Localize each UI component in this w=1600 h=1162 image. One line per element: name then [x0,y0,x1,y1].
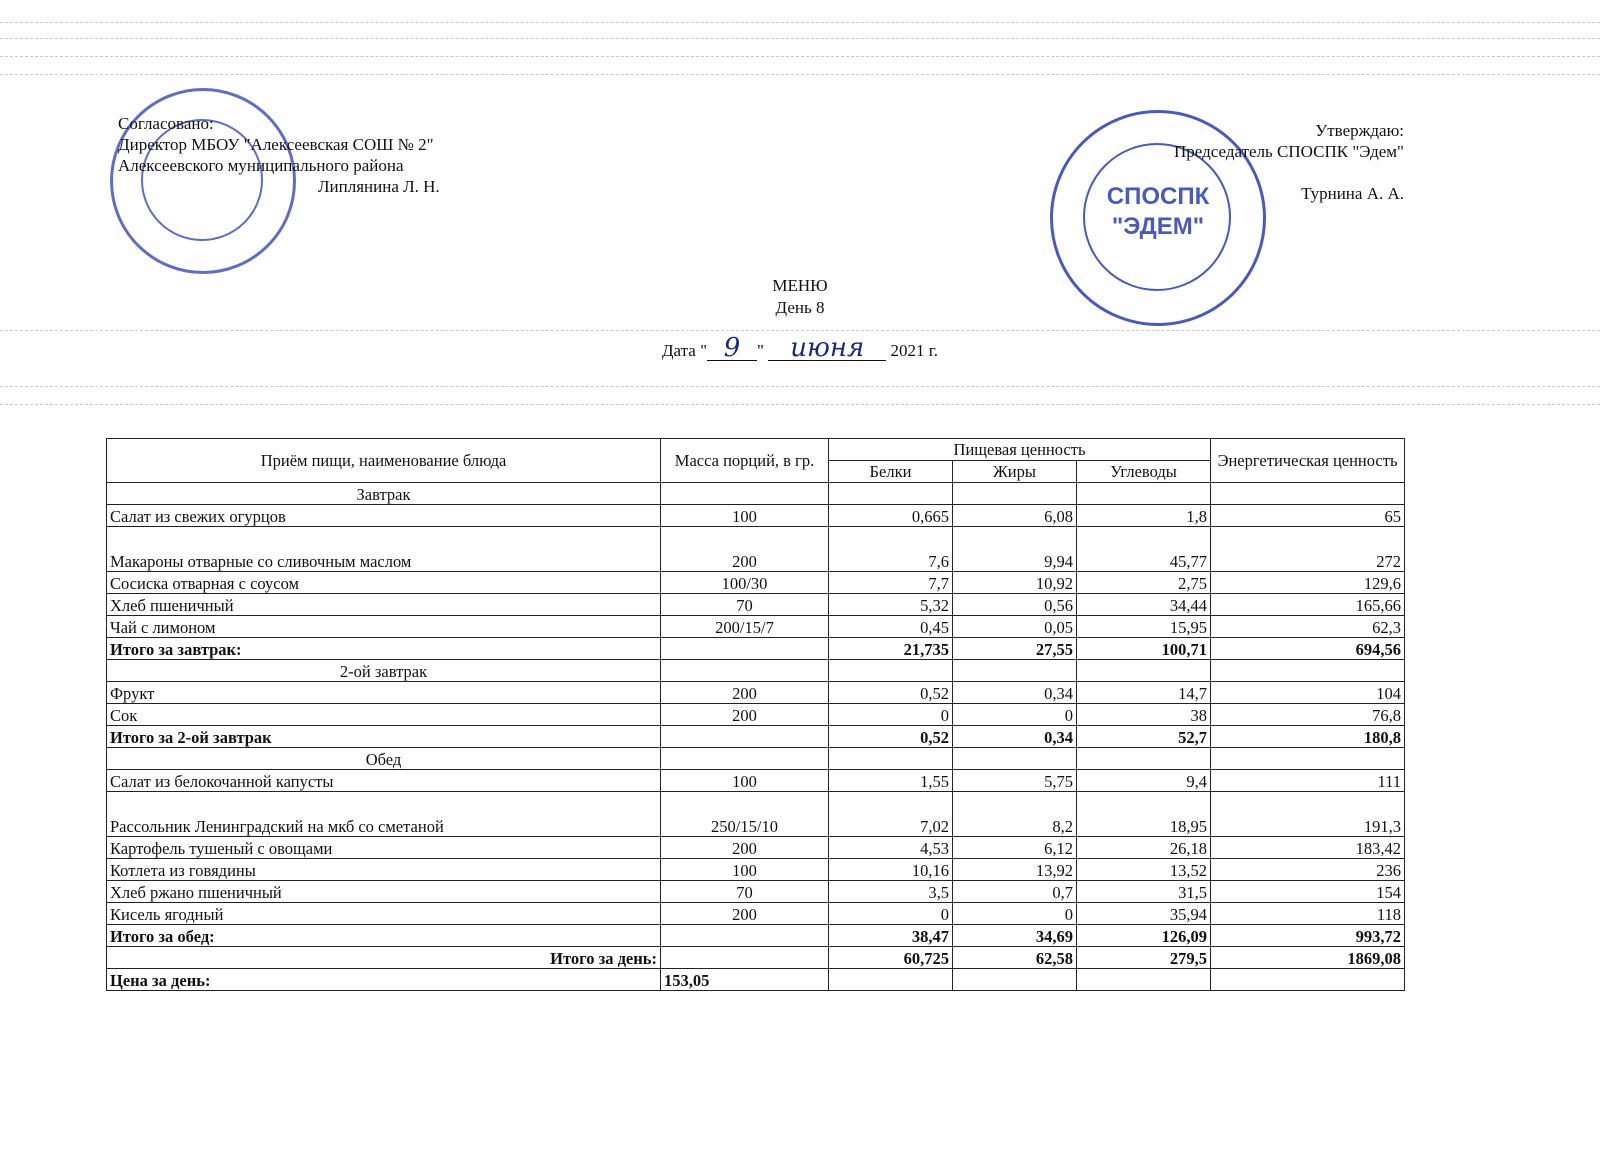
header-energy: Энергетическая ценность [1211,439,1405,483]
dish-name: Кисель ягодный [107,903,661,925]
dish-name: Хлеб пшеничный [107,594,661,616]
total-row-lunch [107,925,1405,947]
dish-carbs: 18,95 [1077,792,1211,837]
approval-right-block [1174,120,1404,204]
dish-energy: 62,3 [1211,616,1405,638]
approval-left-line2: Алексеевского муниципального района [118,156,404,175]
approval-left-line1: Директор МБОУ "Алексеевская СОШ № 2" [118,135,434,154]
approval-right-line1: Председатель СПОСПК "Эдем" [1174,142,1404,161]
price-value: 153,05 [661,969,829,991]
section-row [107,748,1405,770]
right-seal-text-1: СПОСПК [1106,183,1210,210]
dish-name: Сосиска отварная с соусом [107,572,661,594]
total-row-breakfast [107,638,1405,660]
dish-carbs: 45,77 [1077,527,1211,572]
header-carbs: Углеводы [1077,461,1211,483]
dish-fat: 13,92 [953,859,1077,881]
dish-protein: 4,53 [829,837,953,859]
section-title-second-breakfast: 2-ой завтрак [107,660,661,682]
total-label: Итого за завтрак: [107,638,661,660]
dish-mass: 200 [661,527,829,572]
total-energy: 694,56 [1211,638,1405,660]
dish-carbs: 38 [1077,704,1211,726]
scan-line [0,404,1600,405]
right-seal-text-2: "ЭДЕМ" [1111,213,1205,240]
dish-energy: 236 [1211,859,1405,881]
dish-fat: 0,34 [953,682,1077,704]
header-mass: Масса порций, в гр. [661,439,829,483]
table-row [107,527,1405,572]
dish-name: Хлеб ржано пшеничный [107,881,661,903]
dish-fat: 9,94 [953,527,1077,572]
dish-fat: 6,12 [953,837,1077,859]
dish-protein: 3,5 [829,881,953,903]
price-label: Цена за день: [107,969,661,991]
total-protein: 21,735 [829,638,953,660]
dish-carbs: 15,95 [1077,616,1211,638]
dish-energy: 65 [1211,505,1405,527]
table-row [107,903,1405,925]
dish-fat: 5,75 [953,770,1077,792]
dish-protein: 0 [829,903,953,925]
dish-energy: 272 [1211,527,1405,572]
total-carbs: 100,71 [1077,638,1211,660]
scan-line [0,386,1600,387]
dish-energy: 129,6 [1211,572,1405,594]
dish-energy: 118 [1211,903,1405,925]
dish-fat: 0 [953,903,1077,925]
dish-carbs: 31,5 [1077,881,1211,903]
dish-energy: 191,3 [1211,792,1405,837]
date-month-handwritten: июня [768,336,886,361]
dish-carbs: 1,8 [1077,505,1211,527]
total-label: Итого за обед: [107,925,661,947]
date-day-handwritten: 9 [707,336,757,361]
dish-carbs: 35,94 [1077,903,1211,925]
day-label: День 8 [775,298,825,317]
dish-protein: 7,7 [829,572,953,594]
header-fat: Жиры [953,461,1077,483]
table-row [107,572,1405,594]
scan-line [0,74,1600,75]
dish-mass: 100 [661,505,829,527]
date-line [0,333,1600,363]
dish-fat: 0,7 [953,881,1077,903]
dish-energy: 183,42 [1211,837,1405,859]
total-carbs: 52,7 [1077,726,1211,748]
total-protein: 38,47 [829,925,953,947]
dish-energy: 76,8 [1211,704,1405,726]
dish-protein: 1,55 [829,770,953,792]
dish-carbs: 34,44 [1077,594,1211,616]
dish-carbs: 13,52 [1077,859,1211,881]
table-row [107,859,1405,881]
table-row [107,837,1405,859]
dish-mass: 100 [661,770,829,792]
scan-line [0,22,1600,23]
table-row [107,881,1405,903]
dish-carbs: 26,18 [1077,837,1211,859]
total-fat: 0,34 [953,726,1077,748]
header-meal: Приём пищи, наименование блюда [107,439,661,483]
dish-protein: 0,665 [829,505,953,527]
total-carbs: 126,09 [1077,925,1211,947]
dish-name: Рассольник Ленинградский на мкб со сметаной [107,792,661,837]
table-row [107,682,1405,704]
day-total-label: Итого за день: [107,947,661,969]
dish-energy: 104 [1211,682,1405,704]
dish-mass: 100 [661,859,829,881]
dish-carbs: 9,4 [1077,770,1211,792]
header-protein: Белки [829,461,953,483]
total-protein: 0,52 [829,726,953,748]
dish-protein: 5,32 [829,594,953,616]
dish-mass: 200 [661,837,829,859]
dish-fat: 0,05 [953,616,1077,638]
dish-mass: 200 [661,682,829,704]
dish-protein: 0,45 [829,616,953,638]
dish-fat: 8,2 [953,792,1077,837]
date-prefix: Дата " [661,341,708,360]
scan-line [0,38,1600,39]
menu-table [106,438,1405,991]
page-title: МЕНЮ [772,276,828,295]
table-row [107,792,1405,837]
total-fat: 27,55 [953,638,1077,660]
dish-protein: 0 [829,704,953,726]
dish-mass: 200/15/7 [661,616,829,638]
approval-right-label: Утверждаю: [1315,121,1404,140]
dish-fat: 6,08 [953,505,1077,527]
section-title-breakfast: Завтрак [107,483,661,505]
total-fat: 34,69 [953,925,1077,947]
total-energy: 180,8 [1211,726,1405,748]
total-row-day [107,947,1405,969]
dish-name: Макароны отварные со сливочным маслом [107,527,661,572]
section-title-lunch: Обед [107,748,661,770]
dish-fat: 10,92 [953,572,1077,594]
dish-carbs: 14,7 [1077,682,1211,704]
total-label: Итого за 2-ой завтрак [107,726,661,748]
dish-protein: 7,02 [829,792,953,837]
dish-name: Чай с лимоном [107,616,661,638]
total-row-second-breakfast [107,726,1405,748]
table-row [107,505,1405,527]
dish-energy: 111 [1211,770,1405,792]
day-total-carbs: 279,5 [1077,947,1211,969]
header-nutrition: Пищевая ценность [829,439,1211,461]
table-row [107,770,1405,792]
dish-name: Фрукт [107,682,661,704]
dish-energy: 154 [1211,881,1405,903]
dish-energy: 165,66 [1211,594,1405,616]
dish-fat: 0 [953,704,1077,726]
dish-mass: 250/15/10 [661,792,829,837]
dish-name: Салат из белокочанной капусты [107,770,661,792]
approval-left-block [118,113,440,197]
dish-protein: 10,16 [829,859,953,881]
dish-name: Картофель тушеный с овощами [107,837,661,859]
approval-right-signatory: Турнина А. А. [1301,184,1404,203]
day-total-fat: 62,58 [953,947,1077,969]
day-total-protein: 60,725 [829,947,953,969]
section-row [107,483,1405,505]
scan-line [0,330,1600,331]
dish-carbs: 2,75 [1077,572,1211,594]
section-row [107,660,1405,682]
price-row [107,969,1405,991]
dish-name: Салат из свежих огурцов [107,505,661,527]
dish-mass: 70 [661,594,829,616]
dish-mass: 200 [661,903,829,925]
dish-name: Сок [107,704,661,726]
total-energy: 993,72 [1211,925,1405,947]
day-total-energy: 1869,08 [1211,947,1405,969]
dish-protein: 7,6 [829,527,953,572]
table-row [107,704,1405,726]
dish-name: Котлета из говядины [107,859,661,881]
approval-left-signatory: Липлянина Л. Н. [318,177,440,196]
scan-line [0,56,1600,57]
dish-mass: 200 [661,704,829,726]
dish-mass: 100/30 [661,572,829,594]
table-row [107,616,1405,638]
dish-fat: 0,56 [953,594,1077,616]
date-suffix: 2021 г. [890,341,939,360]
approval-left-label: Согласовано: [118,114,214,133]
date-mid: " [757,341,764,360]
dish-mass: 70 [661,881,829,903]
table-row [107,594,1405,616]
dish-protein: 0,52 [829,682,953,704]
